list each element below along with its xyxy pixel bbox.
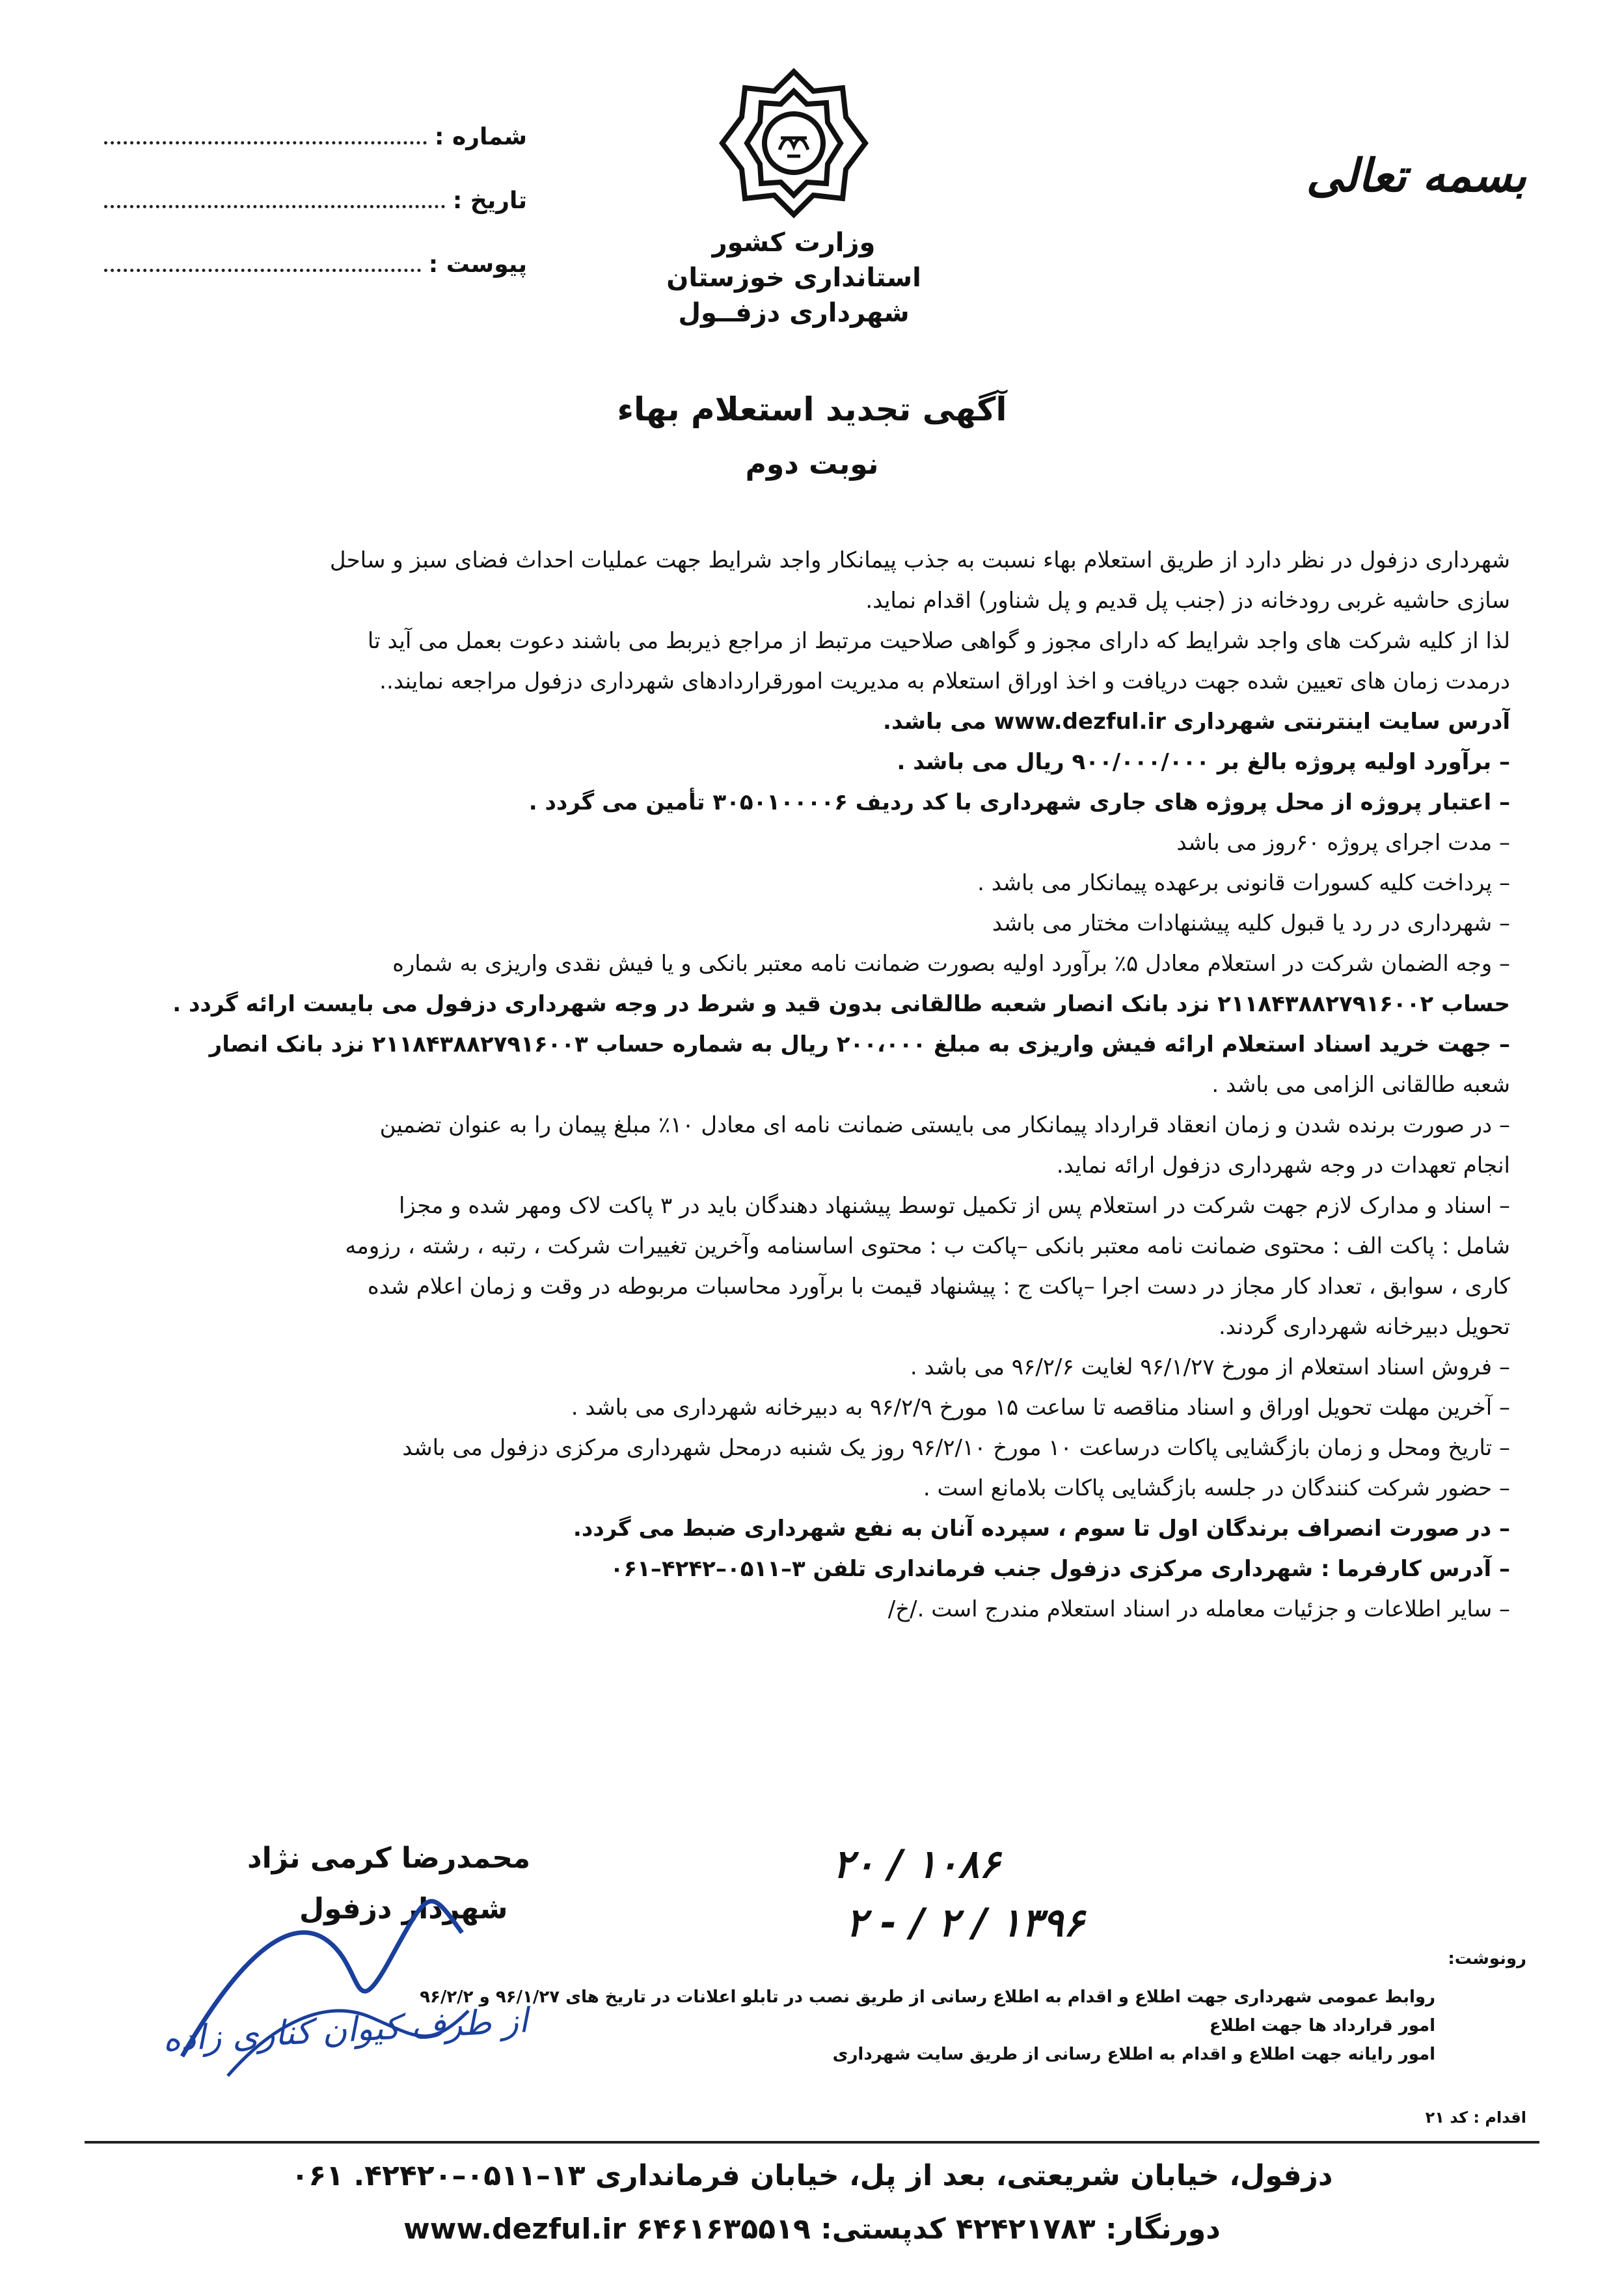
meta-number-row [104,124,527,187]
bismillah-heading: بسمه تعالی [1306,148,1526,202]
body-line-duration: – مدت اجرای پروژه ۶۰روز می باشد [1176,830,1510,856]
meta-date-dots [104,198,445,208]
body-line: شعبه طالقانی الزامی می باشد . [1211,1072,1510,1098]
footer-address: دزفول، خیابان شریعتی، بعد از پل، خیابان فرمانداری ۱۳–۰۵۱۱–۴۲۴۲۰. ۰۶۱ [291,2159,1333,2192]
body-line-withdrawal: – در صورت انصراف برندگان اول تا سوم ، سپرده آنان به نفع شهرداری ضبط می گردد. [573,1516,1510,1542]
org-line-ministry: وزارت کشور [712,228,876,258]
meta-attachment-dots [104,262,421,272]
body-line: سازی حاشیه غربی رودخانه دز (جنب پل قدیم و پل شناور) اقدام نماید. [865,588,1510,614]
copy-item: روابط عمومی شهرداری جهت اطلاع و اقدام به اطلاع رسانی از طریق نصب در تابلو اعلانات در تاریخ های ۹۶/۱/۲۷ و ۹۶/۲/۲ [420,1987,1435,2007]
body-line: تحویل دبیرخانه شهرداری گردند. [1218,1314,1510,1340]
body-line-website: آدرس سایت اینترنتی شهرداری www.dezful.ir می باشد. [883,709,1510,735]
body-line-performance-bond: – در صورت برنده شدن و زمان انعقاد قرارداد پیمانکار می بایستی ضمانت نامه ای معادل ۱۰٪ مبلغ پیمان را به عنوان تضمین [379,1112,1510,1138]
body-line-envelopes: – اسناد و مدارک لازم جهت شرکت در استعلام پس از تکمیل توسط پیشنهاد دهندگان باید در ۳ پاکت لاک ومهر شده و مجزا [398,1193,1510,1219]
body-line: درمدت زمان های تعیین شده جهت دریافت و اخذ اوراق استعلام به مدیریت امورقراردادهای شهرداری دزفول مراجعه نمایند.. [379,668,1510,694]
registration-number: ۱۰۸۶ / ۲۰ [833,1842,1001,1887]
footer-fax-postal-website: دورنگار: ۴۲۴۲۱۷۸۳ کدپستی: ۶۴۶۱۶۳۵۵۱۹ www.dezful.ir [403,2213,1221,2246]
municipality-emblem-icon [716,65,872,221]
body-line: لذا از کلیه شرکت های واجد شرایط که دارای مجوز و گواهی صلاحیت مرتبط از مراجع ذیربط می باشند دعوت بعمل می آید تا [367,628,1510,654]
body-line-discretion: – شهرداری در رد یا قبول کلیه پیشنهادات مختار می باشد [992,910,1510,936]
notice-title: آگهی تجدید استعلام بهاء [617,390,1007,428]
org-line-municipality: شهرداری دزفــول [678,298,910,328]
body-line-opening: – تاریخ ومحل و زمان بازگشایی پاکات درساعت ۱۰ مورخ ۹۶/۲/۱۰ روز یک شنبه درمحل شهرداری مرکزی دزفول می باشد [402,1435,1510,1461]
body-line-other-info: – سایر اطلاعات و جزئیات معامله در اسناد استعلام مندرج است ./خ/ [887,1596,1510,1622]
body-line: شامل : پاکت الف : محتوی ضمانت نامه معتبر بانکی –پاکت ب : محتوی اساسنامه وآخرین تغییرات شرکت ، رتبه ، رشته ، رزومه [345,1233,1510,1259]
meta-number-label: شماره : [435,124,527,150]
organization-block [586,225,1002,331]
body-line-attendance: – حضور شرکت کنندگان در جلسه بازگشایی پاکات بلامانع است . [923,1475,1510,1501]
footer-divider [85,2141,1539,2144]
body-line-account: حساب ۲۱۱۸۴۳۸۸۲۷۹۱۶۰۰۲ نزد بانک انصار شعبه طالقانی بدون قید و شرط در وجه شهرداری دزفول می بایست ارائه گردد . [172,991,1510,1017]
action-code: اقدام : کد ۲۱ [1425,2108,1526,2127]
body-line-purchase: – جهت خرید اسناد استعلام ارائه فیش واریزی به مبلغ ۲۰۰،۰۰۰ ریال به شماره حساب ۲۱۱۸۴۳۸۸۲۷۹۱۶۰۰۳ نزد بانک انصار [209,1031,1510,1057]
copies-list [420,1983,1435,2069]
body-line-deadline: – آخرین مهلت تحویل اوراق و اسناد مناقصه تا ساعت ۱۵ مورخ ۹۶/۲/۹ به دبیرخانه شهرداری می باشد . [571,1395,1510,1421]
registration-date: ۱۳۹۶ / ۲ / - ۲ [846,1900,1085,1946]
body-line-estimate: – برآورد اولیه پروژه بالغ بر ۹۰۰/۰۰۰/۰۰۰ ریال می باشد . [897,749,1510,775]
body-line: انجام تعهدات در وجه شهرداری دزفول ارائه نماید. [1056,1152,1510,1178]
meta-attachment-label: پیوست : [428,251,527,278]
body-line-deductions: – پرداخت کلیه کسورات قانونی برعهده پیمانکار می باشد . [977,870,1510,896]
letter-meta-fields [104,124,527,315]
copies-heading: رونوشت: [1448,1949,1526,1968]
signatory-title: شهردار دزفول [299,1892,508,1926]
notice-body [111,540,1510,1629]
signatory-name: محمدرضا کرمی نژاد [247,1842,531,1875]
body-line-sale-dates: – فروش اسناد استعلام از مورخ ۹۶/۱/۲۷ لغایت ۹۶/۲/۶ می باشد . [910,1354,1510,1380]
signature-on-behalf-note: از طرف کیوان کناری زاده [161,2001,529,2060]
body-line-employer-address: – آدرس کارفرما : شهرداری مرکزی دزفول جنب فرمانداری تلفن ۳–۰۵۱۱–۴۲۴۲–۰۶۱ [610,1556,1510,1582]
copy-item: امور رایانه جهت اطلاع و اقدام به اطلاع رسانی از طریق سایت شهرداری [832,2045,1435,2064]
notice-subtitle: نوبت دوم [745,448,879,481]
body-line: شهرداری دزفول در نظر دارد از طریق استعلام بهاء نسبت به جذب پیمانکار واجد شرایط جهت عملیات احداث فضای سبز و ساحل [329,547,1510,573]
body-line-budget: – اعتبار پروژه از محل پروژه های جاری شهرداری با کد ردیف ۳۰۵۰۱۰۰۰۰۶ تأمین می گردد . [528,789,1510,815]
body-line-guarantee: – وجه الضمان شرکت در استعلام معادل ۵٪ برآورد اولیه بصورت ضمانت نامه معتبر بانکی و یا فیش نقدی واریزی به شماره [392,951,1510,977]
copy-item: امور قرارداد ها جهت اطلاع [1209,2016,1435,2036]
meta-date-row [104,187,527,251]
org-line-province: استانداری خوزستان [666,263,921,293]
meta-attachment-row [104,251,527,315]
body-line: کاری ، سوابق ، تعداد کار مجاز در دست اجرا –پاکت ج : پیشنهاد قیمت با برآورد محاسبات مربوطه در وقت و زمان اعلام شده [367,1274,1510,1300]
meta-number-dots [104,135,427,144]
meta-date-label: تاریخ : [452,187,527,214]
